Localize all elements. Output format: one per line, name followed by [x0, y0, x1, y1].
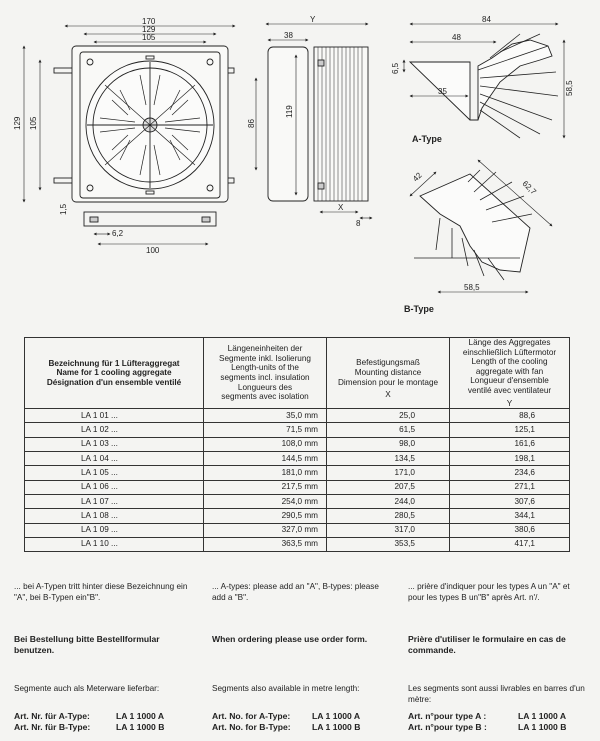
- row-name: LA 1 08 ...: [25, 509, 204, 523]
- dim-58-5-a: 58,5: [565, 80, 574, 96]
- dim-y-side: Y: [310, 15, 316, 24]
- row-x: 207,5: [327, 480, 450, 494]
- row-x: 171,0: [327, 466, 450, 480]
- article-line: Art. Nr. für B-Type: LA 1 1000 B: [14, 722, 165, 732]
- row-y: 417,1: [450, 537, 570, 551]
- row-name: LA 1 10 ...: [25, 537, 204, 551]
- table-row: [25, 537, 570, 551]
- aggregate-table: [24, 337, 570, 552]
- articles-de: [14, 711, 164, 733]
- note-fr: ... prière d'indiquer pour les types A un "A" et pour les types B un"B" après Art. n'/.: [408, 582, 570, 602]
- b-type-label: B-Type: [404, 304, 434, 314]
- table-row: [25, 480, 570, 494]
- dim-129-top: 129: [142, 25, 156, 34]
- dim-58-5-b: 58,5: [464, 283, 480, 292]
- front-view-drawing: [54, 46, 234, 226]
- row-x: 317,0: [327, 523, 450, 537]
- row-x: 25,0: [327, 409, 450, 423]
- row-length: 217,5 mm: [204, 480, 327, 494]
- row-name: LA 1 06 ...: [25, 480, 204, 494]
- header-length: Längeneinheiten der Segmente inkl. Isolierung Length-units of the segments incl. insulation Longueurs des segments avec isolation: [204, 338, 327, 409]
- dim-62-7: 62,7: [520, 179, 538, 197]
- dim-170: 170: [142, 17, 156, 26]
- dim-100: 100: [146, 246, 160, 255]
- row-y: 380,6: [450, 523, 570, 537]
- dim-6-5: 6,5: [391, 62, 400, 74]
- row-x: 134,5: [327, 452, 450, 466]
- article-line: Art. Nr. für A-Type: LA 1 1000 A: [14, 711, 165, 721]
- order-de: Bei Bestellung bitte Bestellformular benutzen.: [14, 634, 160, 655]
- row-x: 61,5: [327, 423, 450, 437]
- table-row: [25, 466, 570, 480]
- article-line: Art. No. for B-Type: LA 1 1000 B: [212, 722, 361, 732]
- row-length: 71,5 mm: [204, 423, 327, 437]
- header-total-length: Länge des Aggregates einschließlich Lüftermotor Length of the cooling aggregate with fan Longueur d'ensemble ventilé avec ventilateur Y: [450, 338, 570, 409]
- dim-8: 8: [356, 219, 361, 228]
- table-row: [25, 509, 570, 523]
- row-length: 363,5 mm: [204, 537, 327, 551]
- table-row: [25, 494, 570, 508]
- row-name: LA 1 02 ...: [25, 423, 204, 437]
- row-name: LA 1 09 ...: [25, 523, 204, 537]
- a-type-profile-drawing: [410, 34, 558, 138]
- dim-48: 48: [452, 33, 461, 42]
- row-y: 307,6: [450, 494, 570, 508]
- row-length: 108,0 mm: [204, 437, 327, 451]
- row-x: 280,5: [327, 509, 450, 523]
- note-de: ... bei A-Typen tritt hinter diese Bezeichnung ein "A", bei B-Typen ein"B".: [14, 582, 188, 602]
- article-line: Art. No. for A-Type: LA 1 1000 A: [212, 711, 361, 721]
- table-row: [25, 452, 570, 466]
- dim-1-5: 1,5: [59, 203, 68, 215]
- table-row: [25, 409, 570, 423]
- table-row: [25, 523, 570, 537]
- row-y: 344,1: [450, 509, 570, 523]
- dim-86: 86: [247, 119, 256, 128]
- row-name: LA 1 01 ...: [25, 409, 204, 423]
- row-x: 98,0: [327, 437, 450, 451]
- dim-105-top: 105: [142, 33, 156, 42]
- row-name: LA 1 07 ...: [25, 494, 204, 508]
- dim-129-left: 129: [13, 116, 22, 130]
- dim-105-left: 105: [29, 116, 38, 130]
- row-x: 244,0: [327, 494, 450, 508]
- dim-42: 42: [411, 170, 424, 184]
- header-mounting: Befestigungsmaß Mounting distance Dimension pour le montage X: [327, 338, 450, 409]
- row-length: 290,5 mm: [204, 509, 327, 523]
- availability-fr: Les segments sont aussi livrables en barres d'un mètre:: [408, 684, 585, 704]
- table-row: [25, 437, 570, 451]
- row-x: 353,5: [327, 537, 450, 551]
- row-length: 144,5 mm: [204, 452, 327, 466]
- row-name: LA 1 03 ...: [25, 437, 204, 451]
- row-name: LA 1 04 ...: [25, 452, 204, 466]
- table-header-row: [25, 338, 570, 409]
- dim-38: 38: [284, 31, 293, 40]
- order-en: When ordering please use order form.: [212, 634, 368, 644]
- dim-84: 84: [482, 15, 491, 24]
- header-name: Bezeichnung für 1 Lüfteraggregat Name for 1 cooling aggregate Désignation d'un ensemble ventilé: [25, 338, 204, 409]
- availability-de: Segmente auch als Meterware lieferbar:: [14, 684, 160, 693]
- b-type-profile-drawing: [414, 170, 532, 280]
- availability-en: Segments also available in metre length:: [212, 684, 360, 693]
- row-length: 181,0 mm: [204, 466, 327, 480]
- row-y: 234,6: [450, 466, 570, 480]
- row-name: LA 1 05 ...: [25, 466, 204, 480]
- technical-drawings: [0, 0, 600, 330]
- row-y: 161,6: [450, 437, 570, 451]
- article-line: Art. n°pour type B : LA 1 1000 B: [408, 722, 567, 732]
- side-view-drawing: [268, 47, 368, 201]
- articles-fr: [408, 711, 566, 733]
- dim-35: 35: [438, 87, 447, 96]
- a-type-label: A-Type: [412, 134, 442, 144]
- order-fr: Prière d'utiliser le formulaire en cas de commande.: [408, 634, 566, 655]
- row-y: 198,1: [450, 452, 570, 466]
- row-length: 254,0 mm: [204, 494, 327, 508]
- article-line: Art. n°pour type A : LA 1 1000 A: [408, 711, 567, 721]
- row-y: 88,6: [450, 409, 570, 423]
- row-y: 125,1: [450, 423, 570, 437]
- dim-119: 119: [285, 105, 294, 118]
- dim-x-side: X: [338, 203, 344, 212]
- table-row: [25, 423, 570, 437]
- header-y-symbol: Y: [506, 398, 513, 408]
- note-en: ... A-types: please add an "A", B-types: please add a "B".: [212, 582, 379, 602]
- row-length: 35,0 mm: [204, 409, 327, 423]
- dim-6-2: 6,2: [112, 229, 124, 238]
- row-y: 271,1: [450, 480, 570, 494]
- articles-en: [212, 711, 360, 733]
- header-x-symbol: X: [385, 390, 391, 400]
- row-length: 327,0 mm: [204, 523, 327, 537]
